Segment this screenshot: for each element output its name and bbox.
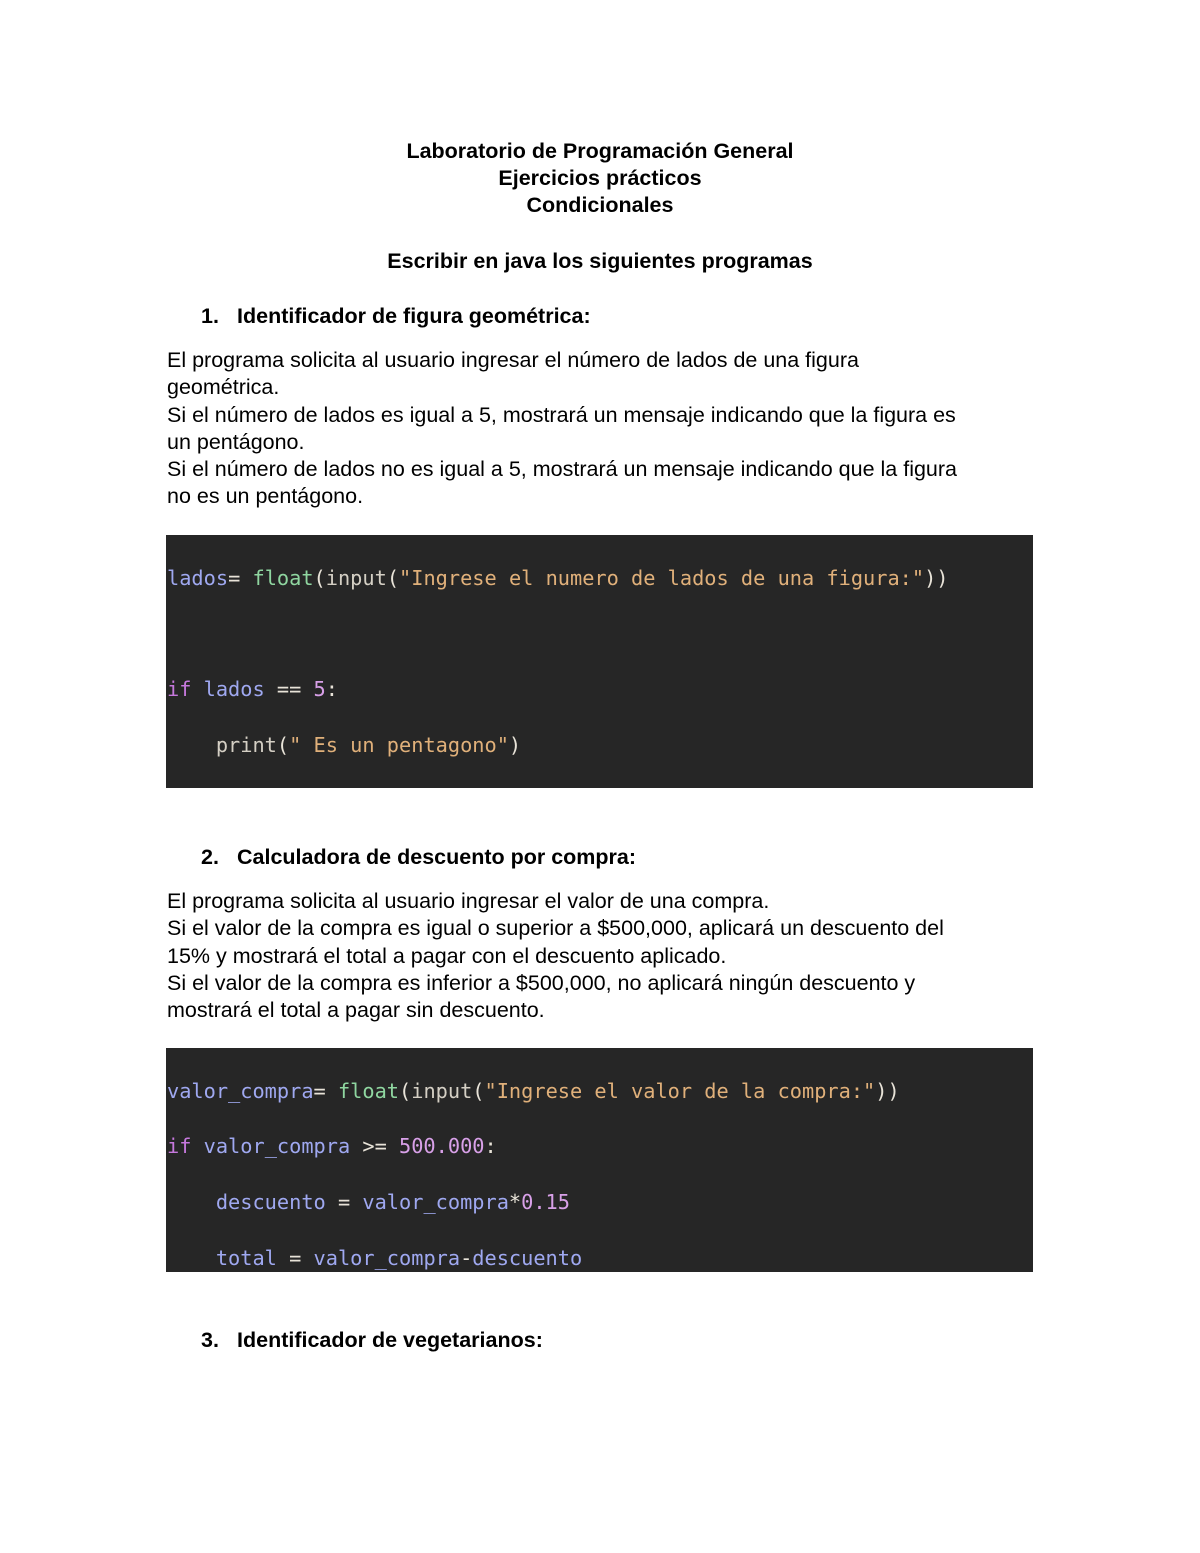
code-line: valor_compra= float(input("Ingrese el valor de la compra:")) xyxy=(167,1078,900,1103)
code-line xyxy=(167,620,1033,648)
paragraph-line: Si el valor de la compra es igual o superior a $500,000, aplicará un descuento del xyxy=(167,916,944,941)
code-block-1 xyxy=(166,535,1033,788)
code-line: if valor_compra >= 500.000: xyxy=(167,1134,497,1159)
paragraph-line: Si el número de lados es igual a 5, mostrará un mensaje indicando que la figura es xyxy=(167,402,956,427)
document-topic: Condicionales xyxy=(526,193,674,217)
code-line: print(" Es un pentagono") xyxy=(167,732,522,757)
paragraph-line: El programa solicita al usuario ingresar el número de lados de una figura xyxy=(167,348,859,372)
paragraph-line: geométrica. xyxy=(167,375,280,400)
code-line: lados= float(input("Ingrese el numero de lados de una figura:")) xyxy=(167,565,949,590)
section-title: Calculadora de descuento por compra: xyxy=(237,845,637,869)
paragraph-line: un pentágono. xyxy=(167,429,305,454)
code-line: descuento = valor_compra*0.15 xyxy=(215,1189,570,1214)
code-block-2 xyxy=(166,1048,1033,1272)
code-line: total = valor_compra-descuento xyxy=(215,1245,583,1270)
section-1-paragraph xyxy=(167,347,1047,511)
section-2-heading xyxy=(201,844,636,871)
paragraph-line: El programa solicita al usuario ingresar el valor de una compra. xyxy=(167,889,770,913)
paragraph-line: mostrará el total a pagar sin descuento. xyxy=(167,998,545,1023)
paragraph-line: Si el valor de la compra es inferior a $500,000, no aplicará ningún descuento y xyxy=(167,970,916,995)
document-title: Laboratorio de Programación General xyxy=(406,139,794,163)
section-1-heading xyxy=(201,303,591,330)
section-number: 1. xyxy=(201,304,219,328)
instruction: Escribir en java los siguientes programas xyxy=(387,249,813,273)
paragraph-line: Si el número de lados no es igual a 5, mostrará un mensaje indicando que la figura xyxy=(167,457,958,482)
paragraph-line: no es un pentágono. xyxy=(167,484,364,509)
section-title: Identificador de figura geométrica: xyxy=(237,304,591,328)
paragraph-line: 15% y mostrará el total a pagar con el descuento aplicado. xyxy=(167,943,727,968)
code-line xyxy=(167,787,1033,788)
section-3-heading xyxy=(201,1327,543,1354)
document-subtitle: Ejercicios prácticos xyxy=(498,166,702,190)
section-title: Identificador de vegetarianos: xyxy=(237,1328,543,1352)
code-line: if lados == 5: xyxy=(167,676,338,701)
document-header xyxy=(0,138,1200,219)
section-number: 3. xyxy=(201,1328,219,1352)
section-2-paragraph xyxy=(167,888,1047,1024)
section-number: 2. xyxy=(201,845,219,869)
